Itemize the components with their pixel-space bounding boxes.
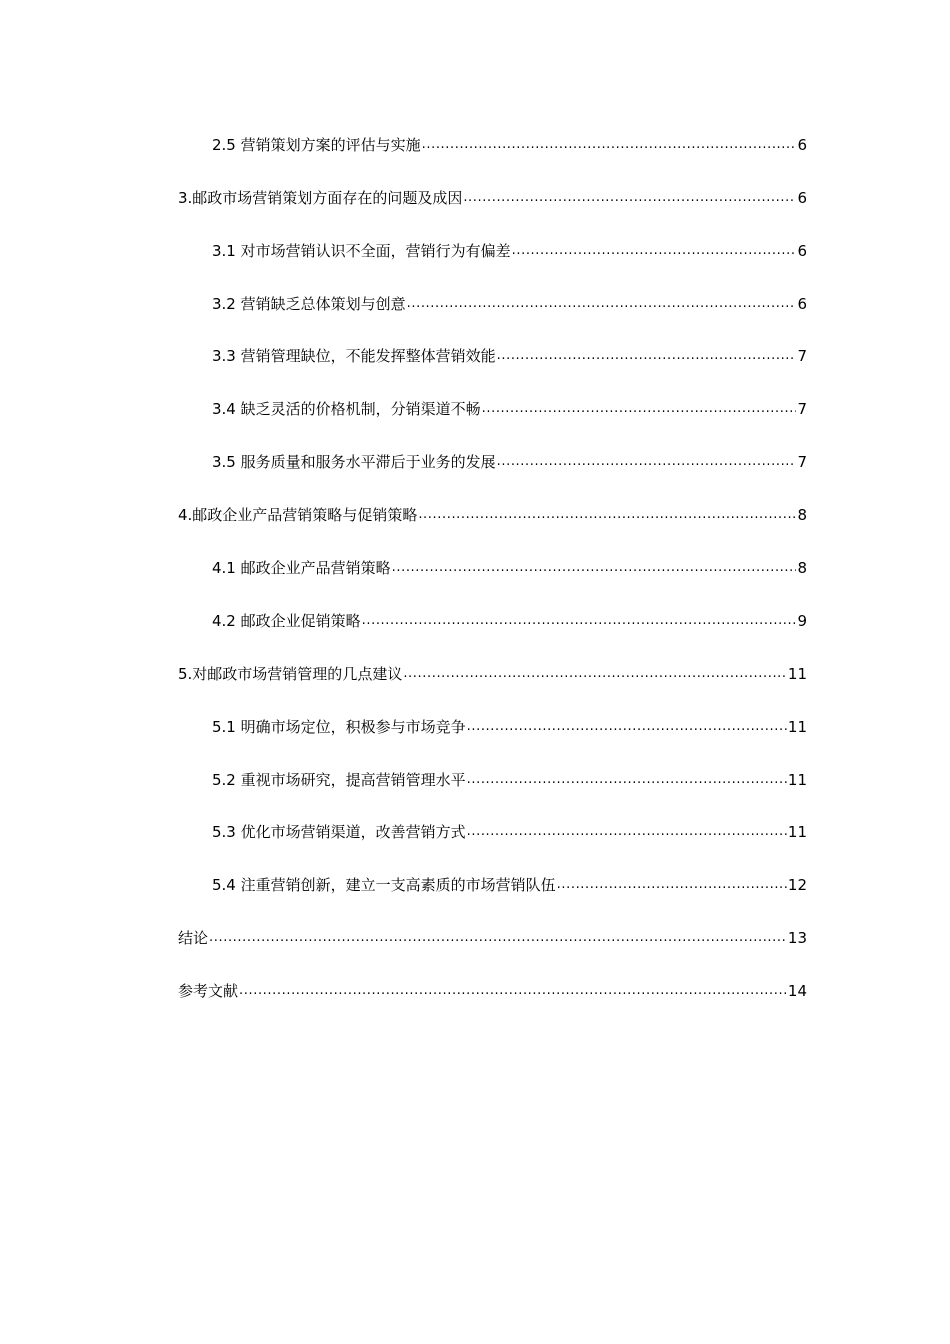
- toc-entry[interactable]: [178, 225, 807, 278]
- toc-entry-title: 3.5 服务质量和服务水平滞后于业务的发展: [212, 453, 496, 472]
- table-of-contents: [178, 119, 807, 1018]
- toc-entry[interactable]: [178, 965, 807, 1018]
- toc-entry[interactable]: [178, 595, 807, 648]
- toc-entry-title: 结论: [178, 929, 209, 948]
- toc-entry-page: 6: [797, 135, 807, 154]
- toc-entry-title: 2.5 营销策划方案的评估与实施: [212, 135, 421, 154]
- toc-entry-title: 5.4 注重营销创新，建立一支高素质的市场营销队伍: [212, 876, 556, 895]
- toc-entry-title: 3.4 缺乏灵活的价格机制，分销渠道不畅: [212, 400, 481, 419]
- toc-dot-leader: [463, 189, 796, 207]
- toc-entry-page: 9: [797, 611, 807, 630]
- toc-entry-page: 6: [797, 294, 807, 313]
- toc-entry-page: 7: [797, 453, 807, 472]
- toc-entry-title: 5.对邮政市场营销管理的几点建议: [178, 664, 403, 683]
- toc-entry[interactable]: [178, 436, 807, 489]
- toc-entry-title: 4.邮政企业产品营销策略与促销策略: [178, 506, 418, 525]
- toc-dot-leader: [209, 929, 787, 947]
- toc-entry[interactable]: [178, 859, 807, 912]
- toc-dot-leader: [557, 876, 787, 894]
- toc-entry-page: 14: [787, 982, 807, 1001]
- toc-entry-page: 11: [787, 823, 807, 842]
- toc-dot-leader: [407, 295, 797, 313]
- toc-entry-title: 5.2 重视市场研究，提高营销管理水平: [212, 770, 466, 789]
- toc-dot-leader: [482, 400, 797, 418]
- toc-entry-page: 11: [787, 770, 807, 789]
- toc-dot-leader: [467, 718, 787, 736]
- toc-entry-page: 13: [787, 929, 807, 948]
- toc-entry[interactable]: [178, 807, 807, 860]
- toc-entry-title: 5.1 明确市场定位，积极参与市场竞争: [212, 717, 466, 736]
- toc-entry-page: 11: [787, 717, 807, 736]
- toc-entry-page: 8: [797, 559, 807, 578]
- toc-dot-leader: [497, 347, 797, 365]
- toc-dot-leader: [512, 242, 797, 260]
- toc-entry-page: 11: [787, 664, 807, 683]
- toc-entry[interactable]: [178, 542, 807, 595]
- toc-entry[interactable]: [178, 331, 807, 384]
- toc-entry[interactable]: [178, 912, 807, 965]
- toc-dot-leader: [362, 612, 797, 630]
- toc-dot-leader: [467, 823, 787, 841]
- toc-entry-title: 3.1 对市场营销认识不全面，营销行为有偏差: [212, 241, 511, 260]
- toc-entry-page: 6: [797, 241, 807, 260]
- toc-entry-title: 4.1 邮政企业产品营销策略: [212, 559, 391, 578]
- toc-entry[interactable]: [178, 701, 807, 754]
- toc-dot-leader: [403, 665, 787, 683]
- toc-entry-title: 3.邮政市场营销策划方面存在的问题及成因: [178, 188, 463, 207]
- toc-dot-leader: [392, 559, 797, 577]
- toc-entry-title: 3.3 营销管理缺位，不能发挥整体营销效能: [212, 347, 496, 366]
- toc-entry-page: 8: [797, 506, 807, 525]
- toc-entry[interactable]: [178, 278, 807, 331]
- toc-dot-leader: [497, 453, 797, 471]
- toc-entry[interactable]: [178, 489, 807, 542]
- toc-dot-leader: [239, 982, 787, 1000]
- toc-entry[interactable]: [178, 119, 807, 172]
- toc-entry-title: 参考文献: [178, 982, 239, 1001]
- toc-entry[interactable]: [178, 754, 807, 807]
- toc-entry[interactable]: [178, 383, 807, 436]
- toc-entry-page: 12: [787, 876, 807, 895]
- toc-entry-page: 7: [797, 347, 807, 366]
- toc-entry-title: 4.2 邮政企业促销策略: [212, 611, 361, 630]
- toc-entry[interactable]: [178, 172, 807, 225]
- toc-entry[interactable]: [178, 648, 807, 701]
- toc-entry-title: 5.3 优化市场营销渠道，改善营销方式: [212, 823, 466, 842]
- toc-dot-leader: [467, 771, 787, 789]
- toc-entry-page: 7: [797, 400, 807, 419]
- toc-dot-leader: [422, 136, 797, 154]
- toc-entry-title: 3.2 营销缺乏总体策划与创意: [212, 294, 406, 313]
- toc-entry-page: 6: [797, 188, 807, 207]
- toc-dot-leader: [418, 506, 796, 524]
